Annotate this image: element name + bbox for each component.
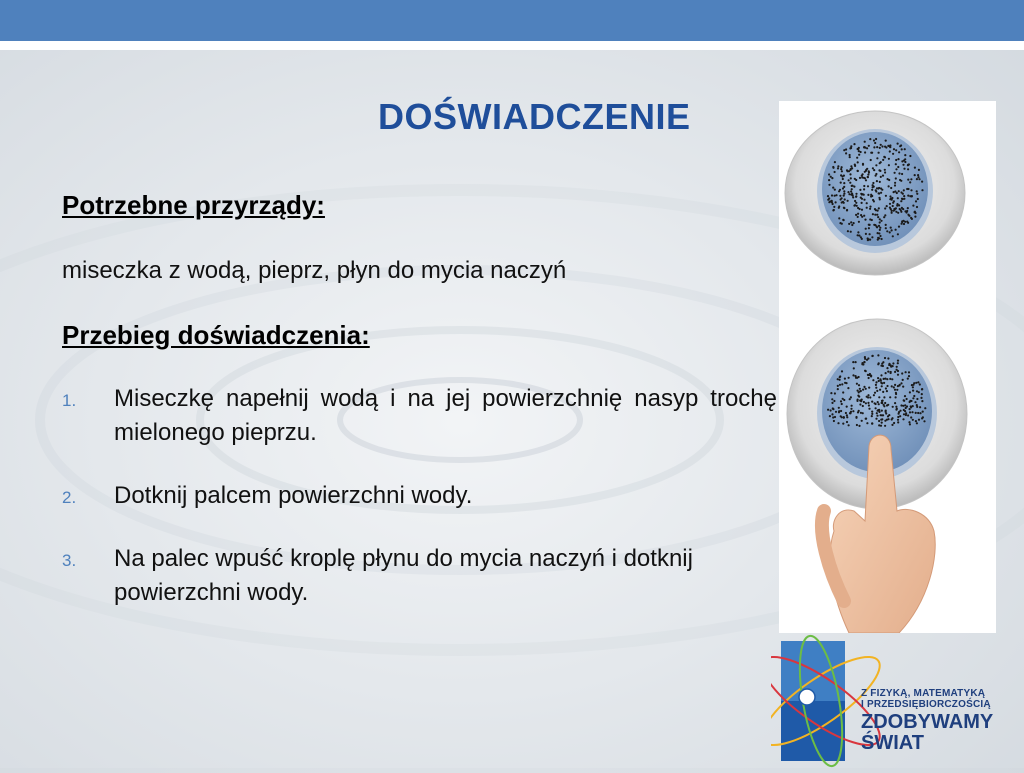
step-number: 1. (62, 391, 77, 410)
step-text: Na palec wpuść kroplę płynu do mycia naczyń i dotknij powierzchni wody. (114, 545, 693, 606)
project-logo (771, 631, 1024, 768)
step-item (62, 479, 777, 513)
bowl-top (785, 111, 965, 275)
step-item (62, 542, 777, 610)
step-number: 3. (62, 551, 77, 570)
logo-line-2: I PRZEDSIĘBIORCZOŚCIĄ (861, 699, 991, 710)
steps-heading: Przebieg doświadczenia: (62, 320, 370, 350)
globe-icon (799, 689, 815, 705)
tools-heading: Potrzebne przyrządy: (62, 190, 325, 220)
step-text: Dotknij palcem powierzchni wody. (114, 482, 473, 509)
step-text: Miseczkę napełnij wodą i na jej powierzchnię nasyp trochę mielonego pieprzu. (114, 385, 777, 446)
experiment-photo (779, 101, 996, 633)
step-item (62, 382, 777, 450)
top-bar-divider (0, 41, 1024, 50)
logo-line-3: ZDOBYWAMY (861, 711, 994, 733)
logo-text (861, 688, 993, 754)
logo-line-4: ŚWIAT (861, 732, 924, 754)
slide-title: DOŚWIADCZENIE (378, 96, 691, 137)
steps-list (62, 382, 777, 610)
experiment-illustration (779, 101, 996, 633)
top-bar (0, 0, 1024, 41)
logo-line-1: Z FIZYKĄ, MATEMATYKĄ (861, 688, 986, 699)
tools-text: miseczka z wodą, pieprz, płyn do mycia naczyń (62, 257, 567, 284)
step-number: 2. (62, 488, 77, 507)
